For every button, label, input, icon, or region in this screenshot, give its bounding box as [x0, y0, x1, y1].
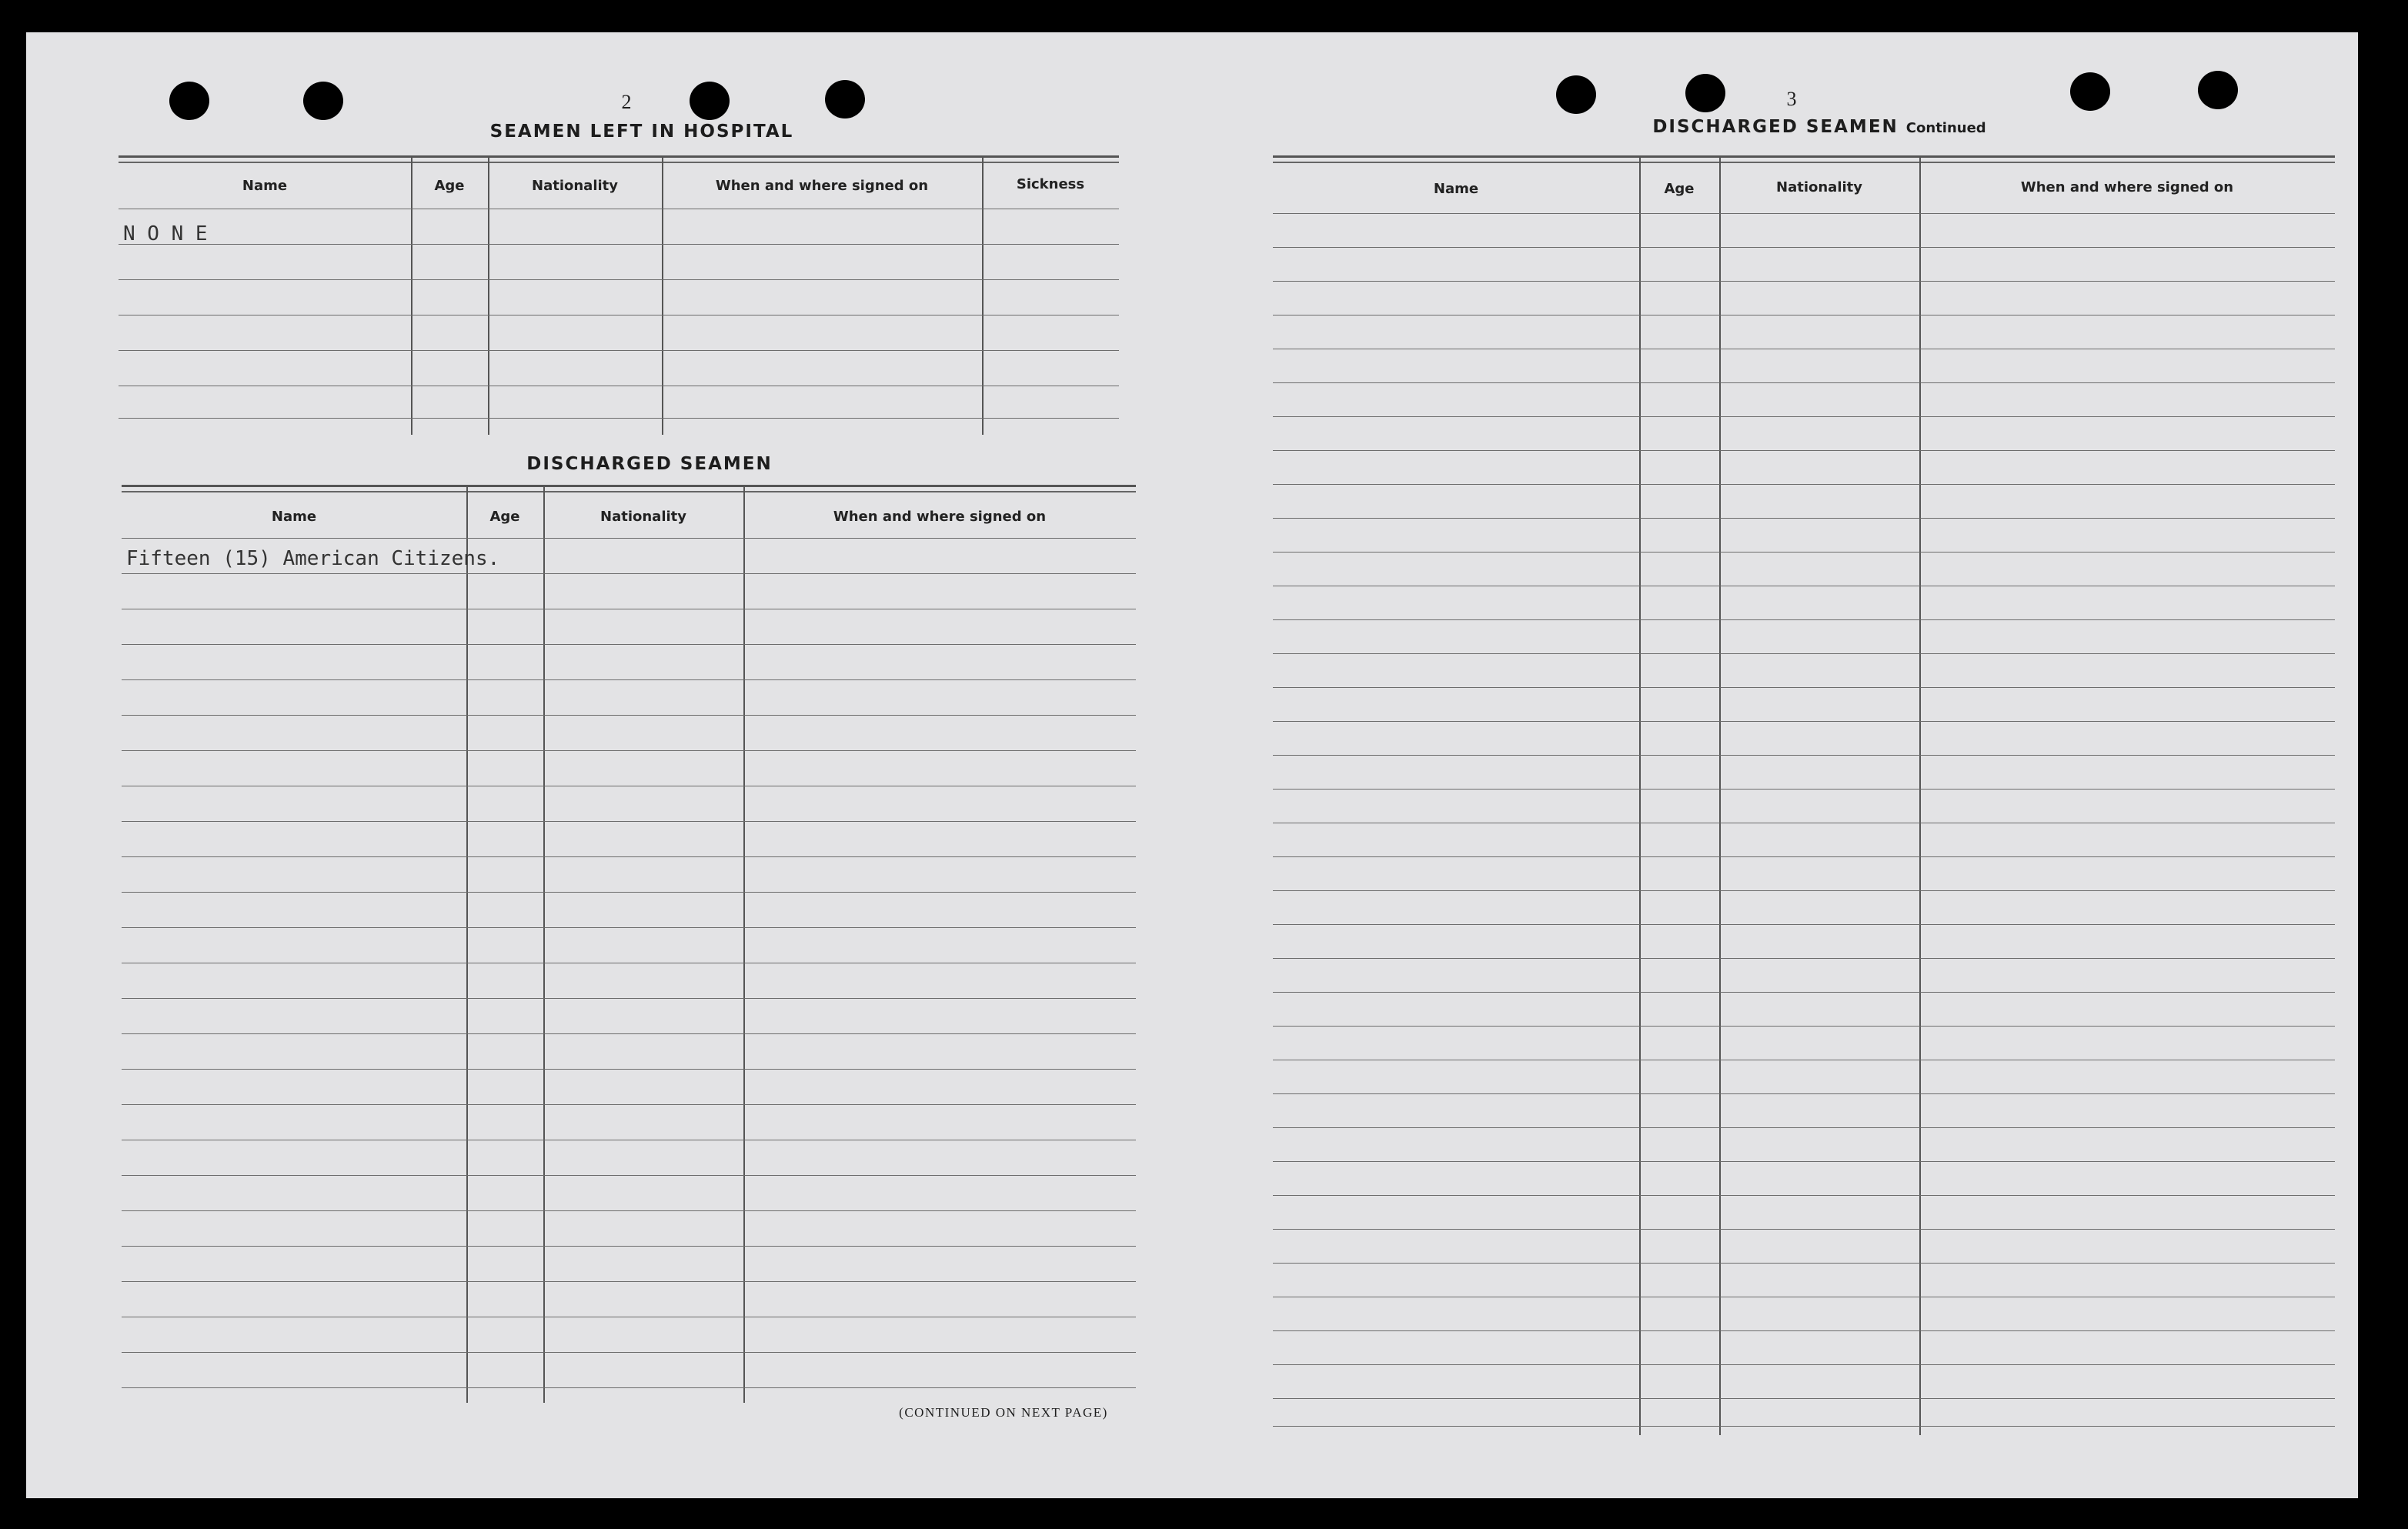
table-rule	[122, 573, 1136, 574]
discharged-continued-table	[1273, 155, 2335, 1435]
table-rule	[1273, 484, 2335, 485]
table-rule	[1273, 789, 2335, 790]
column-header-sickness: Sickness	[1016, 176, 1085, 192]
page-number: 3	[1786, 88, 1797, 110]
table-rule	[1273, 450, 2335, 451]
table-rule	[122, 1387, 1136, 1388]
table-rule	[1273, 890, 2335, 891]
document-sheet	[26, 32, 2358, 1498]
table-rule	[1273, 1093, 2335, 1094]
right-title-main: DISCHARGED SEAMEN	[1652, 117, 1899, 137]
punch-hole	[825, 80, 865, 119]
table-rule	[122, 998, 1136, 999]
table-rule	[119, 244, 1119, 245]
column-divider	[466, 487, 468, 1403]
hospital-section-title: SEAMEN LEFT IN HOSPITAL	[489, 122, 794, 142]
table-rule	[119, 350, 1119, 351]
table-rule	[122, 821, 1136, 822]
table-rule	[1273, 213, 2335, 214]
punch-hole	[690, 82, 730, 120]
table-rule	[1273, 1426, 2335, 1427]
column-divider	[1919, 158, 1921, 1435]
column-header-nationality: Nationality	[600, 509, 686, 525]
table-rule	[122, 750, 1136, 751]
column-divider	[662, 158, 663, 435]
discharged-section-title: DISCHARGED SEAMEN	[526, 454, 773, 474]
table-rule	[119, 279, 1119, 280]
table-rule	[1273, 1026, 2335, 1027]
table-rule	[119, 418, 1119, 419]
punch-hole	[2070, 72, 2110, 111]
right-title-suffix: Continued	[1905, 120, 1986, 136]
table-rule	[1273, 1127, 2335, 1128]
table-rule	[1273, 1330, 2335, 1331]
column-divider	[411, 158, 412, 435]
table-rule	[122, 538, 1136, 539]
table-rule	[1273, 416, 2335, 417]
table-rule	[1273, 1364, 2335, 1365]
punch-hole	[1685, 74, 1725, 112]
table-rule	[1273, 924, 2335, 925]
column-header-nationality: Nationality	[532, 178, 618, 194]
page-number: 2	[621, 91, 632, 113]
column-header-age: Age	[1664, 181, 1695, 197]
table-rule	[122, 715, 1136, 716]
table-rule	[122, 1281, 1136, 1282]
table-rule	[122, 856, 1136, 857]
table-rule	[1273, 755, 2335, 756]
column-divider	[982, 158, 984, 435]
column-divider	[743, 487, 745, 1403]
table-rule	[1273, 552, 2335, 553]
table-rule	[1273, 1229, 2335, 1230]
table-rule	[1273, 958, 2335, 959]
table-rule	[122, 644, 1136, 645]
column-header-nationality: Nationality	[1776, 179, 1862, 195]
table-rule	[1273, 619, 2335, 620]
table-rule	[122, 679, 1136, 680]
hospital-entry: N O N E	[123, 222, 208, 245]
column-header-signed-on: When and where signed on	[2020, 179, 2234, 195]
table-rule	[1273, 992, 2335, 993]
table-rule	[1273, 653, 2335, 654]
column-header-signed-on: When and where signed on	[833, 509, 1047, 525]
table-rule	[122, 927, 1136, 928]
right-section-title	[1611, 117, 2027, 137]
column-header-signed-on: When and where signed on	[715, 178, 929, 194]
table-rule	[122, 1352, 1136, 1353]
column-header-name: Name	[1433, 181, 1479, 197]
table-rule	[1273, 247, 2335, 248]
punch-hole	[303, 82, 343, 120]
table-rule	[1273, 1398, 2335, 1399]
column-header-age: Age	[489, 509, 520, 525]
table-rule	[122, 892, 1136, 893]
table-rule	[1273, 382, 2335, 383]
table-rule	[122, 1175, 1136, 1176]
table-rule	[1273, 721, 2335, 722]
column-divider	[543, 487, 545, 1403]
table-rule	[1273, 687, 2335, 688]
column-header-age: Age	[434, 178, 465, 194]
column-divider	[1639, 158, 1641, 1435]
table-rule	[1273, 1161, 2335, 1162]
table-rule	[122, 1069, 1136, 1070]
punch-hole	[2198, 71, 2238, 109]
column-header-name: Name	[271, 509, 317, 525]
table-rule	[1273, 1195, 2335, 1196]
table-rule	[122, 1104, 1136, 1105]
table-rule	[1273, 1263, 2335, 1264]
table-rule	[122, 1033, 1136, 1034]
table-rule	[1273, 518, 2335, 519]
table-rule	[122, 1246, 1136, 1247]
discharged-entry: Fifteen (15) American Citizens.	[126, 547, 500, 570]
column-divider	[1719, 158, 1721, 1435]
discharged-table	[122, 485, 1136, 1403]
column-divider	[488, 158, 489, 435]
table-rule	[122, 1210, 1136, 1211]
punch-hole	[1556, 75, 1596, 114]
hospital-table	[119, 155, 1119, 435]
table-rule	[1273, 281, 2335, 282]
punch-hole	[169, 82, 209, 120]
table-rule	[1273, 856, 2335, 857]
continued-note: (CONTINUED ON NEXT PAGE)	[899, 1405, 1108, 1420]
column-header-name: Name	[242, 178, 288, 194]
